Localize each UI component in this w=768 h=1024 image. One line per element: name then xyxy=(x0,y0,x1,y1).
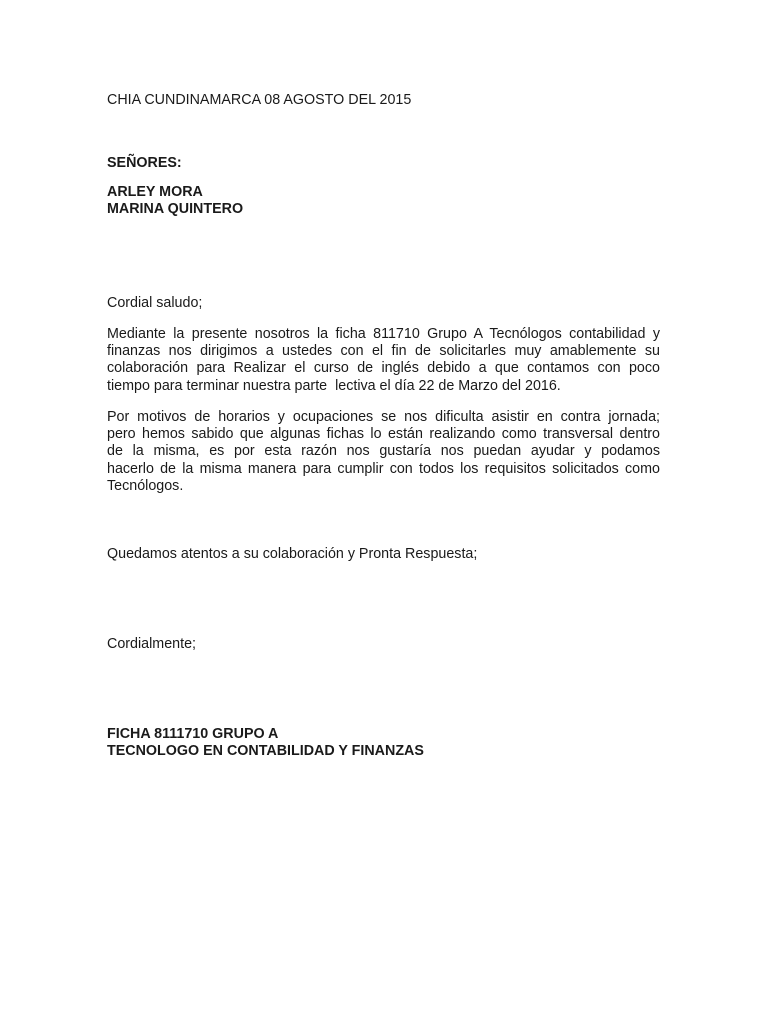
recipient-name: ARLEY MORA xyxy=(107,184,203,200)
body-paragraph-2 xyxy=(107,409,660,495)
signature-line: FICHA 8111710 GRUPO A xyxy=(107,726,279,742)
paragraph-line: finanzas nos dirigimos a ustedes con el fin de solicitarles muy amablemente su xyxy=(107,343,660,360)
closing xyxy=(107,636,660,653)
paragraph-line: pero hemos sabido que algunas fichas lo están realizando como transversal dentro xyxy=(107,426,660,443)
body-paragraph-1 xyxy=(107,326,660,395)
date-text: CHIA CUNDINAMARCA 08 AGOSTO DEL 2015 xyxy=(107,92,412,108)
date-line xyxy=(107,92,660,109)
paragraph-line: Mediante la presente nosotros la ficha 811710 Grupo A Tecnólogos contabilidad y xyxy=(107,326,660,342)
signature-block xyxy=(107,726,660,760)
recipient-name: MARINA QUINTERO xyxy=(107,201,244,218)
signature-line: TECNOLOGO EN CONTABILIDAD Y FINANZAS xyxy=(107,743,424,760)
salutation-header-text: SEÑORES: xyxy=(107,155,182,171)
paragraph-line: hacerlo de la misma manera para cumplir con todos los requisitos solicitados como xyxy=(107,460,660,477)
paragraph-line: colaboración para Realizar el curso de inglés debido a que contamos con poco xyxy=(107,360,660,377)
closing-request-text: Quedamos atentos a su colaboración y Pronta Respuesta; xyxy=(107,546,478,562)
paragraph-line: tiempo para terminar nuestra parte lectiva el día 22 de Marzo del 2016. xyxy=(107,377,561,394)
greeting xyxy=(107,295,660,312)
closing-text: Cordialmente; xyxy=(107,636,196,652)
paragraph-line: Tecnólogos. xyxy=(107,477,184,494)
paragraph-line: de la misma, es por esta razón nos gustaría nos puedan ayudar y podamos xyxy=(107,443,660,460)
salutation-header xyxy=(107,155,660,172)
closing-request xyxy=(107,546,660,563)
paragraph-line: Por motivos de horarios y ocupaciones se nos dificulta asistir en contra jornada; xyxy=(107,409,660,425)
greeting-text: Cordial saludo; xyxy=(107,295,203,311)
recipients-block xyxy=(107,184,660,218)
